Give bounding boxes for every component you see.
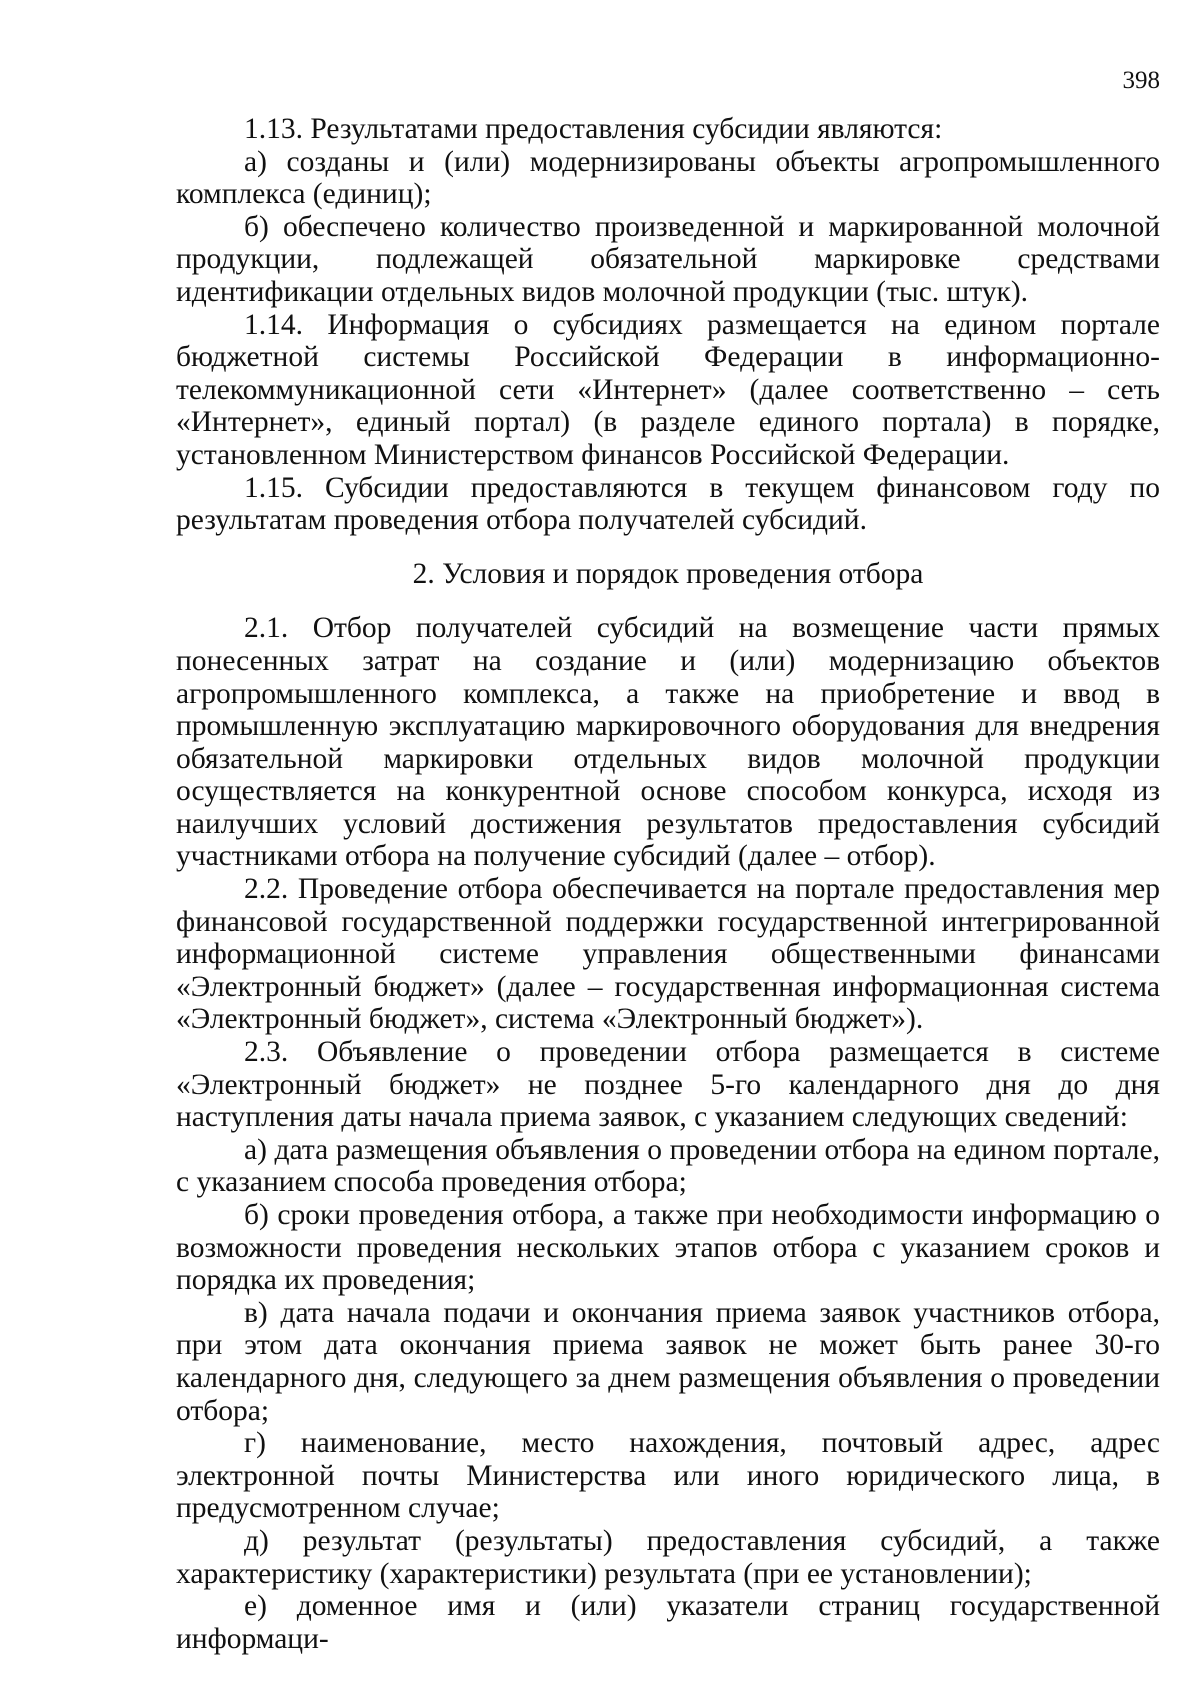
paragraph-2-2: 2.2. Проведение отбора обеспечивается на портале предоставления мер финансовой государственной поддержки государственной интегрированной информационной системе управления общественными финансами «Электронный бюджет» (далее – государственная информационная система «Электронный бюджет», система «Электронный бюджет»). bbox=[176, 873, 1160, 1036]
paragraph-2-3-e: е) доменное имя и (или) указатели страниц государственной информаци- bbox=[176, 1590, 1160, 1655]
paragraph-1-13: 1.13. Результатами предоставления субсидии являются: bbox=[244, 113, 943, 145]
section-heading: 2. Условия и порядок проведения отбора bbox=[412, 557, 924, 590]
paragraph-1-13-a: а) созданы и (или) модернизированы объекты агропромышленного комплекса (единиц); bbox=[176, 145, 1160, 211]
paragraph-2-3-v: в) дата начала подачи и окончания приема заявок участников отбора, при этом дата окончания приема заявок не может быть ранее 30-го календарного дня, следующего за днем размещения объявления о проведении отбора; bbox=[176, 1296, 1160, 1427]
document-body bbox=[176, 113, 1160, 1655]
paragraph-2-3-a: а) дата размещения объявления о проведении отбора на едином портале, с указанием способа проведения отбора; bbox=[176, 1133, 1160, 1199]
paragraph-2-1: 2.1. Отбор получателей субсидий на возмещение части прямых понесенных затрат на создание и (или) модернизацию объектов агропромышленного комплекса, а также на приобретение и ввод в промышленную эксплуатацию маркировочного оборудования для внедрения обязательной маркировки отдельных видов молочной продукции осуществляется на конкурентной основе способом конкурса, исходя из наилучших условий достижения результатов предоставления субсидий участниками отбора на получение субсидий (далее – отбор). bbox=[176, 612, 1160, 873]
page-number: 398 bbox=[1122, 67, 1160, 94]
paragraph-1-15: 1.15. Субсидии предоставляются в текущем финансовом году по результатам проведения отбора получателей субсидий. bbox=[176, 471, 1160, 537]
paragraph-1-13-b: б) обеспечено количество произведенной и маркированной молочной продукции, подлежащей обязательной маркировке средствами идентификации отдельных видов молочной продукции (тыс. штук). bbox=[176, 210, 1160, 308]
paragraph-1-14: 1.14. Информация о субсидиях размещается на едином портале бюджетной системы Российской Федерации в информационно-телекоммуникационной сети «Интернет» (далее соответственно – сеть «Интернет», единый портал) (в разделе единого портала) в порядке, установленном Министерством финансов Российской Федерации. bbox=[176, 308, 1160, 471]
paragraph-2-3-g: г) наименование, место нахождения, почтовый адрес, адрес электронной почты Министерства или иного юридического лица, в предусмотренном случае; bbox=[176, 1427, 1160, 1525]
paragraph-2-3-b: б) сроки проведения отбора, а также при необходимости информацию о возможности проведения нескольких этапов отбора с указанием сроков и порядка их проведения; bbox=[176, 1199, 1160, 1297]
paragraph-2-3: 2.3. Объявление о проведении отбора размещается в системе «Электронный бюджет» не позднее 5-го календарного дня до дня наступления даты начала приема заявок, с указанием следующих сведений: bbox=[176, 1036, 1160, 1134]
paragraph-2-3-d: д) результат (результаты) предоставления субсидий, а также характеристику (характеристики) результата (при ее установлении); bbox=[176, 1524, 1160, 1590]
